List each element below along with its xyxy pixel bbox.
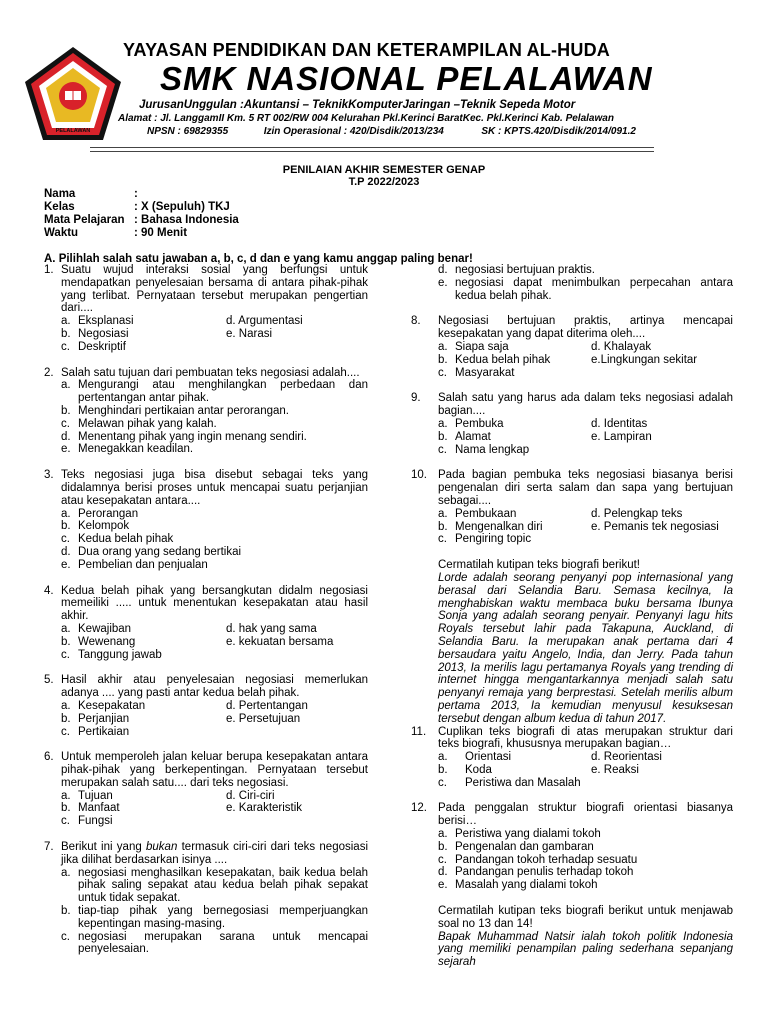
biography-passage: Bapak Muhammad Natsir ialah tokoh politik Indonesia yang memiliki penampilan paling sederhana sepanjang sejarah (438, 930, 733, 969)
option: b. Menghindari pertikaian antar perorangan. (61, 404, 289, 417)
option-row: b. Manfaat e. Karakteristik (61, 802, 303, 815)
identity-row (44, 188, 239, 201)
foundation-name: YAYASAN PENDIDIKAN DAN KETERAMPILAN AL-HUDA (123, 40, 610, 60)
question-3: 3. Teks negosiasi juga bisa disebut sebagai teks yang didalamnya berisi proses untuk mencapai suatu perjanjian atau kesepakatan antara.... (44, 469, 368, 507)
question-9: 9. Salah satu yang harus ada dalam teks negosiasi adalah bagian.... (411, 392, 733, 418)
option-row: b. Negosiasi e. Narasi (61, 327, 273, 340)
question-text: Negosiasi bertujuan praktis, artinya mencapai kesepakatan yang dapat diterima oleh.... (438, 315, 733, 341)
school-address: Alamat : Jl. LanggamII Km. 5 RT 002/RW 004 Kelurahan Pkl.Kerinci BaratKec. Pkl.Kerinci Kab. Pelalawan (118, 113, 614, 124)
option-row: c. Nama lengkap (438, 443, 530, 456)
option-row: a. Tujuan d. Ciri-ciri (61, 789, 275, 802)
question-text: Berikut ini yang bukan termasuk ciri-ciri dari teks negosiasi jika dilihat berdasarkan isinya .... (61, 841, 368, 866)
question-text: Salah satu tujuan dari pembuatan teks negosiasi adalah.... (61, 366, 360, 379)
option: e. Pembelian dan penjualan (61, 558, 208, 571)
field-label: Nama (44, 188, 76, 200)
header-divider-top (90, 147, 654, 148)
npsn: NPSN : 69829355 (147, 126, 229, 137)
field-label: Kelas (44, 201, 75, 213)
option-row: c. Peristiwa dan Masalah (438, 776, 581, 789)
option: b. Kelompok (61, 520, 130, 533)
option: d. Menentang pihak yang ingin menang sendiri. (61, 430, 307, 443)
field-label: Waktu (44, 227, 79, 239)
passage-intro: Cermatilah kutipan teks biografi berikut untuk menjawab soal no 13 dan 14! (438, 905, 733, 930)
option-row: c. Pertikaian (61, 725, 130, 738)
question-4: 4. Kedua belah pihak yang bersangkutan didalm negosiasi memeiliki ..... untuk menentukan kesepakatan atau hasil akhir. (44, 584, 368, 623)
question-text: Hasil akhir atau penyelesaian negosiasi memerlukan adanya .... yang pasti antar kedua belah pihak. (61, 674, 368, 700)
question-7: 7. Berikut ini yang bukan termasuk ciri-ciri dari teks negosiasi jika dilihat berdasarkan isinya .... (44, 841, 368, 866)
question-8: 8. Negosiasi bertujuan praktis, artinya mencapai kesepakatan yang dapat diterima oleh.... (411, 315, 733, 341)
option-row: c. Deskriptif (61, 340, 126, 353)
option-row: b. Perjanjian e. Persetujuan (61, 712, 301, 725)
option-row: a. Orientasi d. Reorientasi (438, 751, 662, 764)
question-5: 5. Hasil akhir atau penyelesaian negosiasi memerlukan adanya .... yang pasti antar kedua belah pihak. (44, 674, 368, 700)
option: e. negosiasi dapat menimbulkan perpecahan antara kedua belah pihak. (438, 276, 733, 302)
school-logo (22, 44, 124, 144)
operational-permit: Izin Operasional : 420/Disdik/2013/234 (263, 126, 444, 137)
question-text: Pada bagian pembuka teks negosiasi biasanya berisi pengenalan diri serta salam dan sapa yang bertujuan sebagai.... (438, 469, 733, 507)
school-name: SMK NASIONAL PELALAWAN (160, 60, 653, 97)
svg-text:PELALAWAN: PELALAWAN (55, 128, 91, 134)
section-instruction: A. Pilihlah salah satu jawaban a, b, c, d dan e yang kamu anggap paling benar! (44, 253, 473, 265)
option-row: a. Pembukaan d. Pelengkap teks (438, 507, 683, 520)
field-value: : 90 Menit (134, 227, 188, 239)
field-label: Mata Pelajaran (44, 214, 125, 226)
identity-row (44, 201, 239, 214)
right-column (411, 264, 733, 969)
field-value: : (134, 188, 138, 200)
question-2: 2. Salah satu tujuan dari pembuatan teks negosiasi adalah.... (44, 367, 368, 380)
option-row: c. Tanggung jawab (61, 648, 162, 661)
student-identity (44, 188, 239, 240)
question-text: Pada penggalan struktur biografi orientasi biasanya berisi… (438, 802, 733, 828)
option: c. Kedua belah pihak (61, 533, 174, 546)
option-row: a. Kewajiban d. hak yang sama (61, 622, 317, 635)
option-row: c. Fungsi (61, 815, 113, 828)
option: d. negosiasi bertujuan praktis. (438, 264, 595, 276)
option: b. Pengenalan dan gambaran (438, 840, 594, 853)
passage-intro: Cermatilah kutipan teks biografi berikut! (438, 559, 640, 572)
option-row: a. Siapa saja d. Khalayak (438, 340, 652, 353)
option-row: b. Mengenalkan diri e. Pemanis tek negosiasi (438, 520, 719, 533)
question-text: Suatu wujud interaksi sosial yang berfungsi untuk mendapatkan penyelesaian bersama di antara pihak-pihak yang terlibat. Pernyataan tersebut merupakan pengertian dari.... (61, 264, 368, 315)
question-text: Teks negosiasi juga bisa disebut sebagai teks yang didalamnya berisi proses untuk mencapai suatu perjanjian atau kesepakatan antara.... (61, 469, 368, 507)
question-11: 11. Cuplikan teks biografi di atas merupakan struktur dari teks biografi, khususnya merupakan bagian… (411, 725, 733, 751)
question-12: 12. Pada penggalan struktur biografi orientasi biasanya berisi… (411, 802, 733, 828)
option: a. negosiasi menghasilkan kesepakatan, baik kedua belah pihak saling sepakat atau kedua belah pihak sepakat untuk tidak sepakat. (61, 866, 368, 905)
option-row: c. Masyarakat (438, 366, 515, 379)
biography-passage: Lorde adalah seorang penyanyi pop internasional yang berasal dari Selandia Baru. Semasa kecilnya, Ia menghabiskan waktu membaca buku bersama Ibunya Sonja yang adalah seorang penyair. Penyanyi lagu hits Royals tersebut lahir pada Takapuna, Auckland, di Selandia Baru. Ia merupakan anak pertama dari 4 bersaudara yaitu Angelo, India, dan Jerry. Pada tahun 2013, Ia merilis lagu pertamanya Royals yang trending di internet hingga mengantarkannya menjadi salah satu penyanyi remaja yang berprestasi. Setelah merilis album pertama 2013, Ia kemudian menyusul kesuksesan tersebut dengan album kedua di tahun 2017. (438, 571, 733, 725)
option-row: c. Pengiring topic (438, 533, 532, 546)
school-logo-icon (22, 44, 124, 144)
option: a. Peristiwa yang dialami tokoh (438, 828, 601, 841)
option: e. Menegakkan keadilan. (61, 443, 194, 456)
question-text: Cuplikan teks biografi di atas merupakan struktur dari teks biografi, khususnya merupakan bagian… (438, 725, 733, 751)
question-text: Salah satu yang harus ada dalam teks negosiasi adalah bagian.... (438, 392, 733, 418)
option: c. Pandangan tokoh terhadap sesuatu (438, 853, 638, 866)
question-text: Untuk memperoleh jalan keluar berupa kesepakatan antara pihak-pihak yang berkepentingan. Pernyataan tersebut merupakan salah satu.... dari teks negosiasi. (61, 751, 368, 789)
option-row: a. Eksplanasi d. Argumentasi (61, 315, 303, 328)
exam-title: PENILAIAN AKHIR SEMESTER GENAP (282, 164, 486, 176)
sk-number: SK : KPTS.420/Disdik/2014/091.2 (481, 126, 636, 137)
question-6: 6. Untuk memperoleh jalan keluar berupa kesepakatan antara pihak-pihak yang berkepentingan. Pernyataan tersebut merupakan salah satu.... dari teks negosiasi. (44, 751, 368, 789)
option: d. Dua orang yang sedang bertikai (61, 545, 242, 558)
option: c. negosiasi merupakan sarana untuk mencapai penyelesaian. (61, 930, 368, 956)
header-divider-bottom (90, 151, 654, 152)
school-majors: JurusanUnggulan :Akuntansi – TeknikKomputerJaringan –Teknik Sepeda Motor (139, 99, 576, 111)
exam-year: T.P 2022/2023 (348, 176, 420, 188)
question-1: 1. Suatu wujud interaksi sosial yang berfungsi untuk mendapatkan penyelesaian bersama di antara pihak-pihak yang terlibat. Pernyataan tersebut merupakan pengertian dari.... (44, 264, 368, 315)
identity-row (44, 214, 239, 227)
option: d. Pandangan penulis terhadap tokoh (438, 866, 634, 879)
field-value: : X (Sepuluh) TKJ (134, 201, 230, 213)
question-text: Kedua belah pihak yang bersangkutan didalm negosiasi memeiliki ..... untuk menentukan kesepakatan atau hasil akhir. (61, 584, 368, 623)
option-row: b. Koda e. Reaksi (438, 763, 639, 776)
option-row: a. Kesepakatan d. Pertentangan (61, 699, 308, 712)
option-row: b. Wewenang e. kekuatan bersama (61, 635, 334, 648)
school-registration (147, 126, 636, 137)
identity-row (44, 227, 239, 240)
field-value: : Bahasa Indonesia (134, 214, 239, 226)
option-row: a. Pembuka d. Identitas (438, 417, 648, 430)
option: c. Melawan pihak yang kalah. (61, 417, 217, 430)
option: b. tiap-tiap pihak yang bernegosiasi memperjuangkan kepentingan masing-masing. (61, 905, 368, 930)
left-column (44, 264, 368, 956)
option-row: b. Alamat e. Lampiran (438, 430, 652, 443)
option: a. Perorangan (61, 507, 139, 520)
option: a. Mengurangi atau menghilangkan perbedaan dan pertentangan antar pihak. (61, 379, 368, 405)
option-row: b. Kedua belah pihak e.Lingkungan sekitar (438, 353, 698, 366)
option: e. Masalah yang dialami tokoh (438, 879, 598, 892)
question-10: 10. Pada bagian pembuka teks negosiasi biasanya berisi pengenalan diri serta salam dan sapa yang bertujuan sebagai.... (411, 469, 733, 507)
